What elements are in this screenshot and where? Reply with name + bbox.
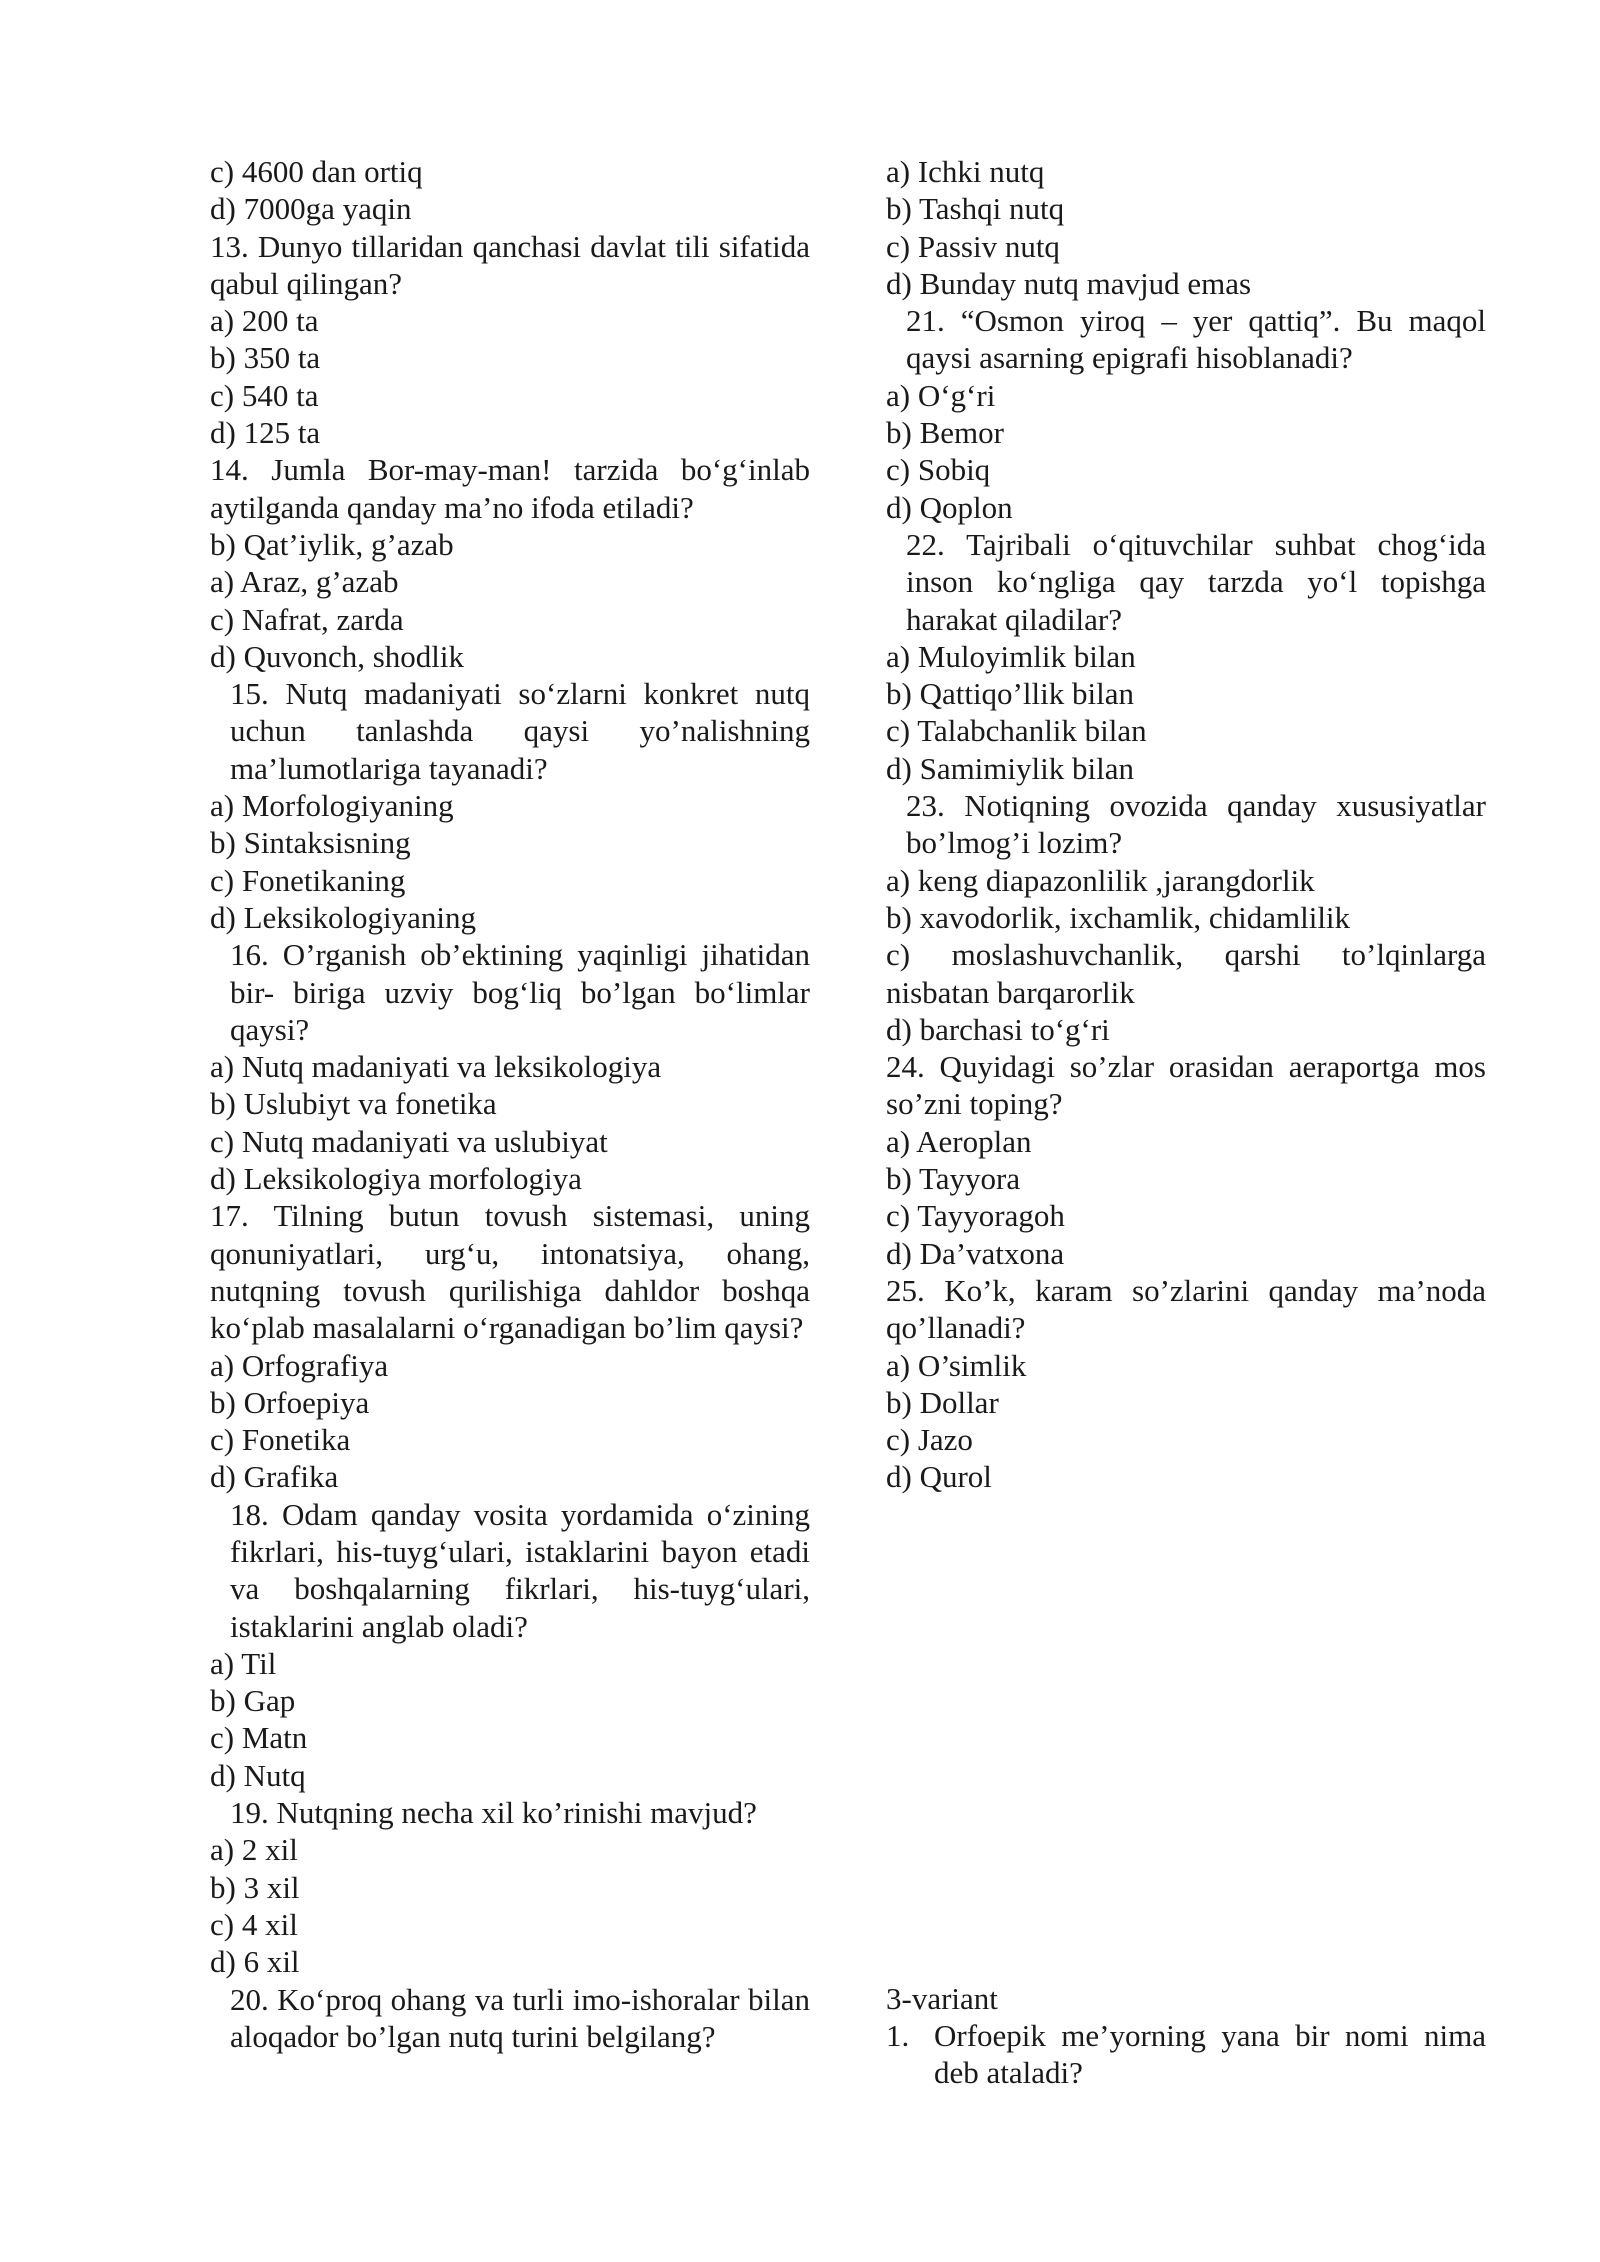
answer-option: d) 7000ga yaqin xyxy=(210,191,412,227)
answer-option: b) Qat’iylik, g’azab xyxy=(210,526,454,562)
answer-option: a) Nutq madaniyati va leksikologiya xyxy=(210,1049,662,1085)
right-column-items xyxy=(886,153,1486,1496)
answer-option: b) xavodorlik, ixchamlik, chidamlilik xyxy=(886,899,1351,935)
answer-option: d) Da’vatxona xyxy=(886,1235,1065,1271)
answer-option: a) O’simlik xyxy=(886,1347,1027,1383)
question-text: 22. Tajribali o‘qituvchilar suhbat chog‘ida inson ko‘ngliga qay tarzda yo‘l topishga harakat qiladilar? xyxy=(906,526,1486,637)
answer-option: a) Araz, g’azab xyxy=(210,564,399,600)
answer-option: a) 200 ta xyxy=(210,303,319,339)
numbered-question xyxy=(886,2017,1486,2092)
question-text: 20. Ko‘proq ohang va turli imo-ishoralar bilan aloqador bo’lgan nutq turini belgilang? xyxy=(230,1981,810,2054)
question-text: 18. Odam qanday vosita yordamida o‘zining fikrlari, his-tuyg‘ulari, istaklarini bayon etadi va boshqalarning fikrlari, his-tuyg‘ulari, istaklarini anglab oladi? xyxy=(230,1496,810,1644)
answer-option: c) Tayyoragoh xyxy=(886,1198,1065,1234)
answer-option: d) Leksikologiyaning xyxy=(210,899,477,935)
question-text: 21. “Osmon yiroq – yer qattiq”. Bu maqol qaysi asarning epigrafi hisoblanadi? xyxy=(906,303,1486,376)
answer-option: b) Sintaksisning xyxy=(210,825,411,861)
answer-option: a) keng diapazonlilik ,jarangdorlik xyxy=(886,862,1315,898)
answer-option: b) Gap xyxy=(210,1683,296,1719)
variant-heading: 3-variant xyxy=(886,1980,998,2016)
answer-option: d) Grafika xyxy=(210,1459,339,1495)
answer-option: d) Quvonch, shodlik xyxy=(210,638,465,674)
answer-option: a) O‘g‘ri xyxy=(886,377,996,413)
question-text: c) moslashuvchanlik, qarshi to’lqinlarga nisbatan barqarorlik xyxy=(886,937,1486,1010)
answer-option: d) Qoplon xyxy=(886,489,1013,525)
answer-option: b) Tayyora xyxy=(886,1161,1021,1197)
answer-option: a) Aeroplan xyxy=(886,1123,1032,1159)
answer-option: d) Nutq xyxy=(210,1757,306,1793)
answer-option: b) 350 ta xyxy=(210,340,321,376)
answer-option: c) Jazo xyxy=(886,1422,973,1458)
question-text: 17. Tilning butun tovush sistemasi, uning qonuniyatlari, urg‘u, intonatsiya, ohang, nutqning tovush qurilishiga dahldor boshqa ko‘plab masalalarni o‘rganadigan bo’lim qaysi? xyxy=(210,1198,810,1346)
answer-option: c) Fonetika xyxy=(210,1422,351,1458)
answer-option: d) Leksikologiya morfologiya xyxy=(210,1161,582,1197)
answer-option: a) Ichki nutq xyxy=(886,154,1045,189)
question-text: 23. Notiqning ovozida qanday xususiyatlar bo’lmog’i lozim? xyxy=(906,788,1486,861)
answer-option: c) Matn xyxy=(210,1720,308,1756)
question-text: 13. Dunyo tillaridan qanchasi davlat tili sifatida qabul qilingan? xyxy=(210,228,810,301)
answer-option: a) Morfologiyaning xyxy=(210,788,454,824)
question-text: 19. Nutqning necha xil ko’rinishi mavjud? xyxy=(230,1795,757,1831)
question-text: 24. Quyidagi so’zlar orasidan aeraportga mos so’zni toping? xyxy=(886,1049,1486,1122)
answer-option: c) 4 xil xyxy=(210,1906,298,1942)
answer-option: c) 540 ta xyxy=(210,377,319,413)
answer-option: b) 3 xil xyxy=(210,1869,300,1905)
answer-option: d) Samimiylik bilan xyxy=(886,750,1134,786)
answer-option: b) Uslubiyt va fonetika xyxy=(210,1086,497,1122)
answer-option: b) Dollar xyxy=(886,1384,999,1420)
answer-option: c) Fonetikaning xyxy=(210,862,406,898)
answer-option: c) Nutq madaniyati va uslubiyat xyxy=(210,1123,608,1159)
question-text: 14. Jumla Bor-may-man! tarzida bo‘g‘inlab aytilganda qanday ma’no ifoda etiladi? xyxy=(210,452,810,525)
answer-option: a) Muloyimlik bilan xyxy=(886,638,1136,674)
answer-option: d) 125 ta xyxy=(210,415,321,451)
answer-option: d) Qurol xyxy=(886,1459,992,1495)
answer-option: c) Sobiq xyxy=(886,452,991,488)
answer-option: b) Orfoepiya xyxy=(210,1384,370,1420)
answer-option: b) Tashqi nutq xyxy=(886,191,1065,227)
question-number: 1. xyxy=(886,2017,910,2053)
answer-option: d) Bunday nutq mavjud emas xyxy=(886,265,1252,301)
question-text: 16. O’rganish ob’ektining yaqinligi jihatidan bir- biriga uzviy bog‘liq bo’lgan bo‘limlar qaysi? xyxy=(230,937,810,1047)
answer-option: a) Til xyxy=(210,1645,277,1681)
answer-option: a) 2 xil xyxy=(210,1832,298,1868)
question-text: Orfoepik me’yorning yana bir nomi nima deb ataladi? xyxy=(934,2017,1486,2091)
answer-option: b) Bemor xyxy=(886,415,1004,451)
answer-option: c) 4600 dan ortiq xyxy=(210,154,423,189)
answer-option: d) 6 xil xyxy=(210,1944,300,1980)
answer-option: a) Orfografiya xyxy=(210,1347,389,1383)
left-column xyxy=(210,153,810,2055)
answer-option: c) Nafrat, zarda xyxy=(210,601,404,637)
question-text: 25. Ko’k, karam so’zlarini qanday ma’noda qo’llanadi? xyxy=(886,1272,1486,1346)
answer-option: b) Qattiqo’llik bilan xyxy=(886,676,1134,712)
answer-option: c) Talabchanlik bilan xyxy=(886,713,1147,749)
answer-option: c) Passiv nutq xyxy=(886,228,1060,264)
right-column xyxy=(886,153,1486,2092)
answer-option: d) barchasi to‘g‘ri xyxy=(886,1011,1110,1047)
question-text: 15. Nutq madaniyati so‘zlarni konkret nutq uchun tanlashda qaysi yo’nalishning ma’lumotlariga tayanadi? xyxy=(230,676,810,786)
blank-space xyxy=(886,1496,1486,1980)
